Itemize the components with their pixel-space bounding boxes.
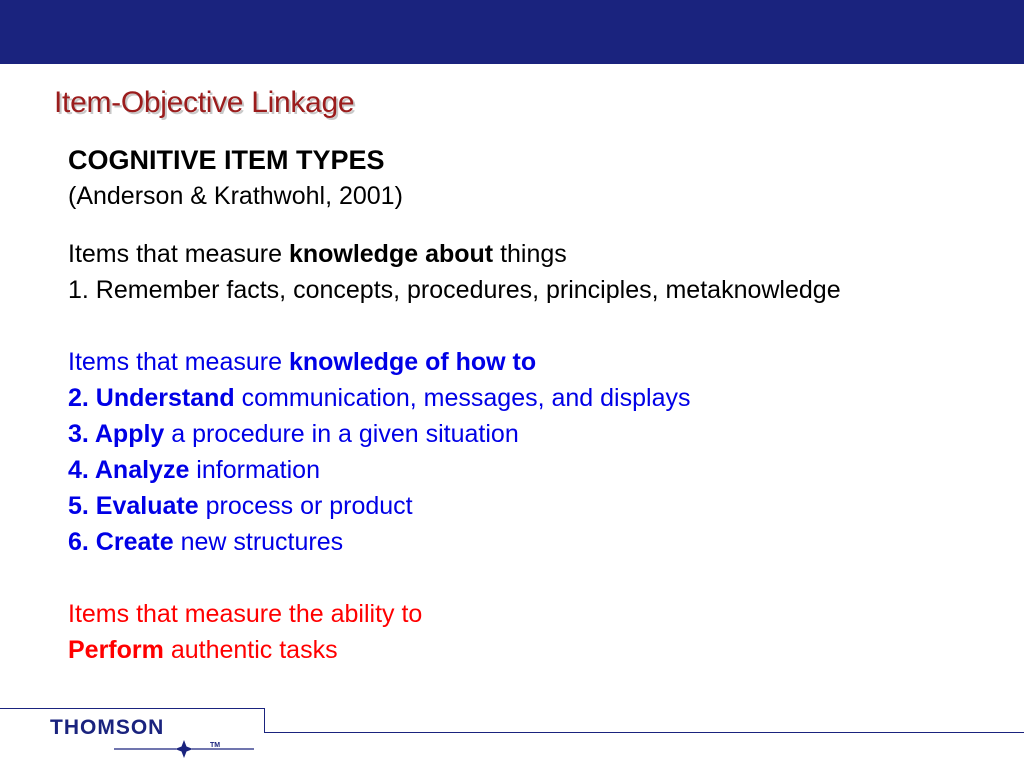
knowledge-about-intro <box>68 236 1008 272</box>
citation: (Anderson & Krathwohl, 2001) <box>68 182 403 210</box>
intro-text: Items that measure <box>68 348 289 376</box>
footer-divider <box>0 708 264 709</box>
intro-bold: knowledge about <box>288 240 494 268</box>
footer-divider-step <box>264 708 265 732</box>
item-analyze <box>68 452 1008 488</box>
slide-title: Item-Objective Linkage <box>54 86 355 119</box>
section-heading: COGNITIVE ITEM TYPES <box>68 145 385 175</box>
item-label: 2. Understand <box>68 384 235 412</box>
item-text: authentic tasks <box>163 636 338 664</box>
item-create <box>68 524 1008 560</box>
item-apply <box>68 416 1008 452</box>
knowledge-how-intro <box>68 344 1008 380</box>
slide-content <box>68 142 1008 668</box>
item-text: process or product <box>198 492 413 520</box>
item-remember: 1. Remember facts, concepts, procedures, principles, metaknowledge <box>68 276 841 304</box>
logo-text: THOMSON <box>50 716 165 739</box>
item-text: communication, messages, and displays <box>234 384 691 412</box>
intro-text: Items that measure <box>68 240 289 268</box>
item-text: a procedure in a given situation <box>164 420 519 448</box>
star-icon <box>114 740 254 758</box>
intro-suffix: things <box>493 240 567 268</box>
footer-divider-right <box>264 732 1024 733</box>
item-perform <box>68 632 1008 668</box>
item-text: new structures <box>173 528 344 556</box>
item-evaluate <box>68 488 1008 524</box>
item-understand <box>68 380 1008 416</box>
perform-intro: Items that measure the ability to <box>68 600 423 628</box>
item-label: 4. Analyze <box>68 456 190 484</box>
header-band <box>0 0 1024 64</box>
trademark-mark: TM <box>210 742 221 749</box>
thomson-logo <box>50 716 250 760</box>
item-label: Perform <box>68 636 164 664</box>
item-label: 5. Evaluate <box>68 492 199 520</box>
intro-bold: knowledge of how to <box>288 348 537 376</box>
item-text: information <box>189 456 320 484</box>
item-label: 3. Apply <box>68 420 165 448</box>
item-label: 6. Create <box>68 528 174 556</box>
